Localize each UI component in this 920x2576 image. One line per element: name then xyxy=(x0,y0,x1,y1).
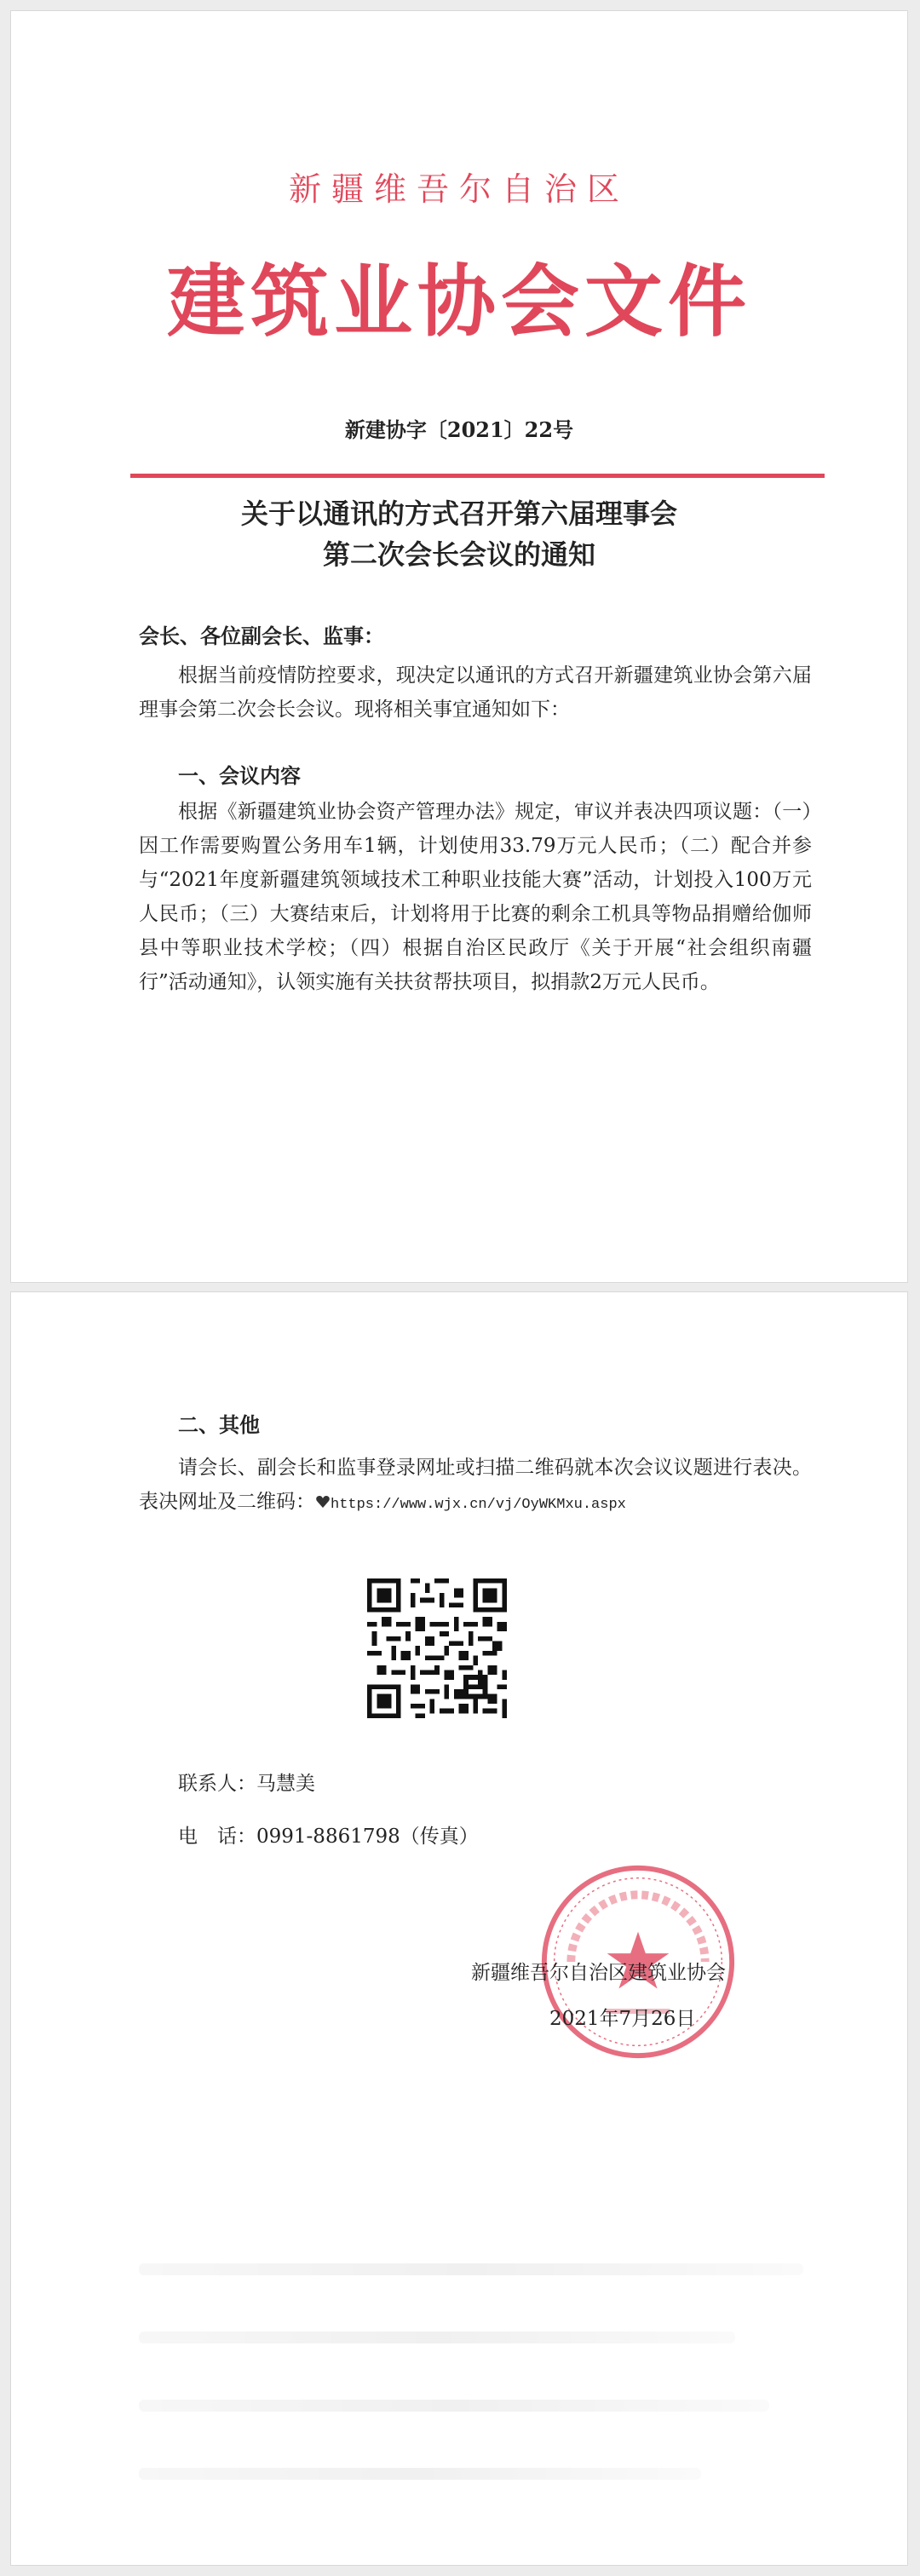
red-divider xyxy=(130,474,825,478)
issuer-title: 建筑业协会文件 xyxy=(166,256,751,348)
contact-person: 联系人：马慧美 xyxy=(178,1773,315,1795)
notice-title xyxy=(11,493,907,575)
salutation: 会长、各位副会长、监事： xyxy=(139,624,384,648)
intro-paragraph: 根据当前疫情防控要求，现决定以通讯的方式召开新疆建筑业协会第六届理事会第二次会长会议。现将相关事宜通知如下： xyxy=(139,664,812,721)
notice-title-line-2: 第二次会长会议的通知 xyxy=(322,538,595,571)
bleed-through-mark xyxy=(139,2400,769,2412)
section-2-text: 请会长、副会长和监事登录网址或扫描二维码就本次会议议题进行表决。表决网址及二维码： xyxy=(139,1457,812,1513)
document-page-2 xyxy=(10,1291,908,2566)
signature-date: 2021年7月26日 xyxy=(549,2008,696,2030)
bleed-through-mark xyxy=(139,2332,735,2343)
section-2-body xyxy=(139,1451,812,1522)
contact-phone: 电 话：0991-8861798（传真） xyxy=(178,1826,479,1848)
qr-code[interactable] xyxy=(367,1578,507,1718)
section-1-heading: 一、会议内容 xyxy=(178,764,301,788)
signature-organization: 新疆维吾尔自治区建筑业协会 xyxy=(471,1962,726,1984)
issuer-region: 新疆维吾尔自治区 xyxy=(288,170,630,208)
notice-title-line-1: 关于以通讯的方式召开第六届理事会 xyxy=(240,497,677,530)
document-number: 新建协字〔2021〕22号 xyxy=(344,417,574,442)
link-icon xyxy=(315,1491,331,1513)
bleed-through-mark xyxy=(139,2263,803,2275)
vote-url-link[interactable]: https://www.wjx.cn/vj/OyWKMxu.aspx xyxy=(331,1497,626,1513)
section-2-heading: 二、其他 xyxy=(178,1413,260,1437)
section-1-body: 根据《新疆建筑业协会资产管理办法》规定，审议并表决四项议题：（一）因工作需要购置公务用车1辆，计划使用33.79万元人民币；（二）配合并参与“2021年度新疆建筑领域技术工种职业技能大赛”活动，计划投入100万元人民币；（三）大赛结束后，计划将用于比赛的剩余工机具等物品捐赠给伽师县中等职业技术学校；（四）根据自治区民政厅《关于开展“社会组织南疆行”活动通知》，认领实施有关扶贫帮扶项目，拟捐款2万元人民币。 xyxy=(139,801,812,993)
bleed-through-mark xyxy=(139,2468,701,2480)
document-page-1 xyxy=(10,10,908,1283)
